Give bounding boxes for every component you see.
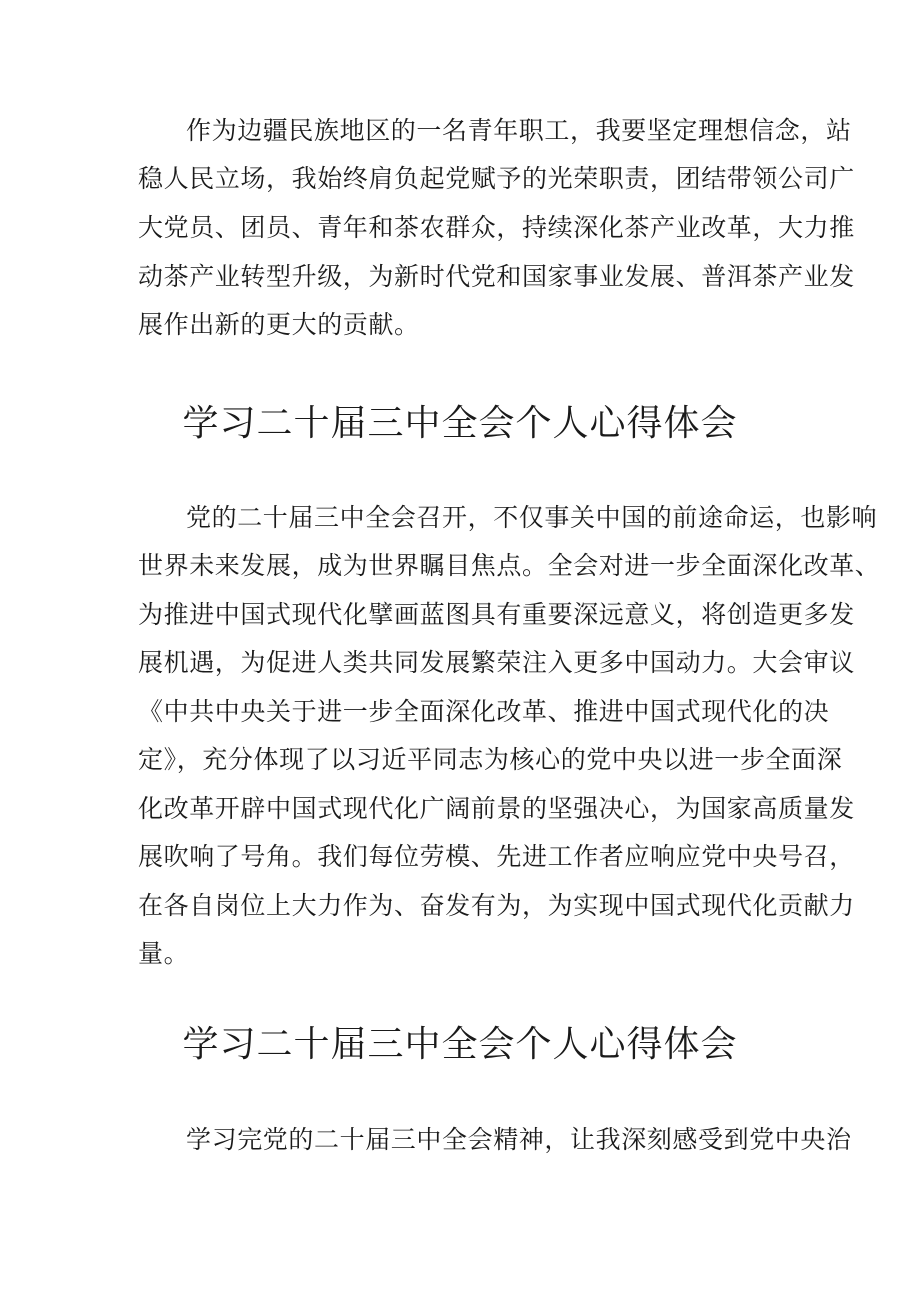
- paragraph-line: 动茶产业转型升级，为新时代党和国家事业发展、普洱茶产业发: [138, 262, 855, 291]
- paragraph-line: 大党员、团员、青年和茶农群众，持续深化茶产业改革，大力推: [138, 213, 855, 242]
- paragraph-line: 展吹响了号角。我们每位劳模、先进工作者应响应党中央号召，: [138, 842, 855, 871]
- paragraph-line: 化改革开辟中国式现代化广阔前景的坚强决心，为国家高质量发: [138, 794, 855, 823]
- section-heading: 学习二十届三中全会个人心得体会: [182, 403, 738, 444]
- paragraph-line: 作为边疆民族地区的一名青年职工，我要坚定理想信念，站: [186, 116, 852, 145]
- paragraph-line: 党的二十届三中全会召开，不仅事关中国的前途命运，也影响: [186, 503, 878, 532]
- paragraph-line: 《中共中央关于进一步全面深化改革、推进中国式现代化的决: [138, 697, 830, 726]
- paragraph-line: 世界未来发展，成为世界瞩目焦点。全会对进一步全面深化改革、: [138, 551, 881, 580]
- paragraph-line: 稳人民立场，我始终肩负起党赋予的光荣职责，团结带领公司广: [138, 164, 855, 193]
- paragraph-line: 展机遇，为促进人类共同发展繁荣注入更多中国动力。大会审议: [138, 648, 855, 677]
- paragraph-line: 量。: [138, 939, 190, 968]
- paragraph-line: 展作出新的更大的贡献。: [138, 310, 420, 339]
- section-heading: 学习二十届三中全会个人心得体会: [182, 1024, 738, 1065]
- paragraph-line: 学习完党的二十届三中全会精神，让我深刻感受到党中央治: [186, 1125, 852, 1154]
- paragraph-line: 为推进中国式现代化擘画蓝图具有重要深远意义，将创造更多发: [138, 600, 855, 629]
- paragraph-line: 定》，充分体现了以习近平同志为核心的党中央以进一步全面深: [138, 745, 843, 774]
- paragraph-line: 在各自岗位上大力作为、奋发有为，为实现中国式现代化贡献力: [138, 891, 855, 920]
